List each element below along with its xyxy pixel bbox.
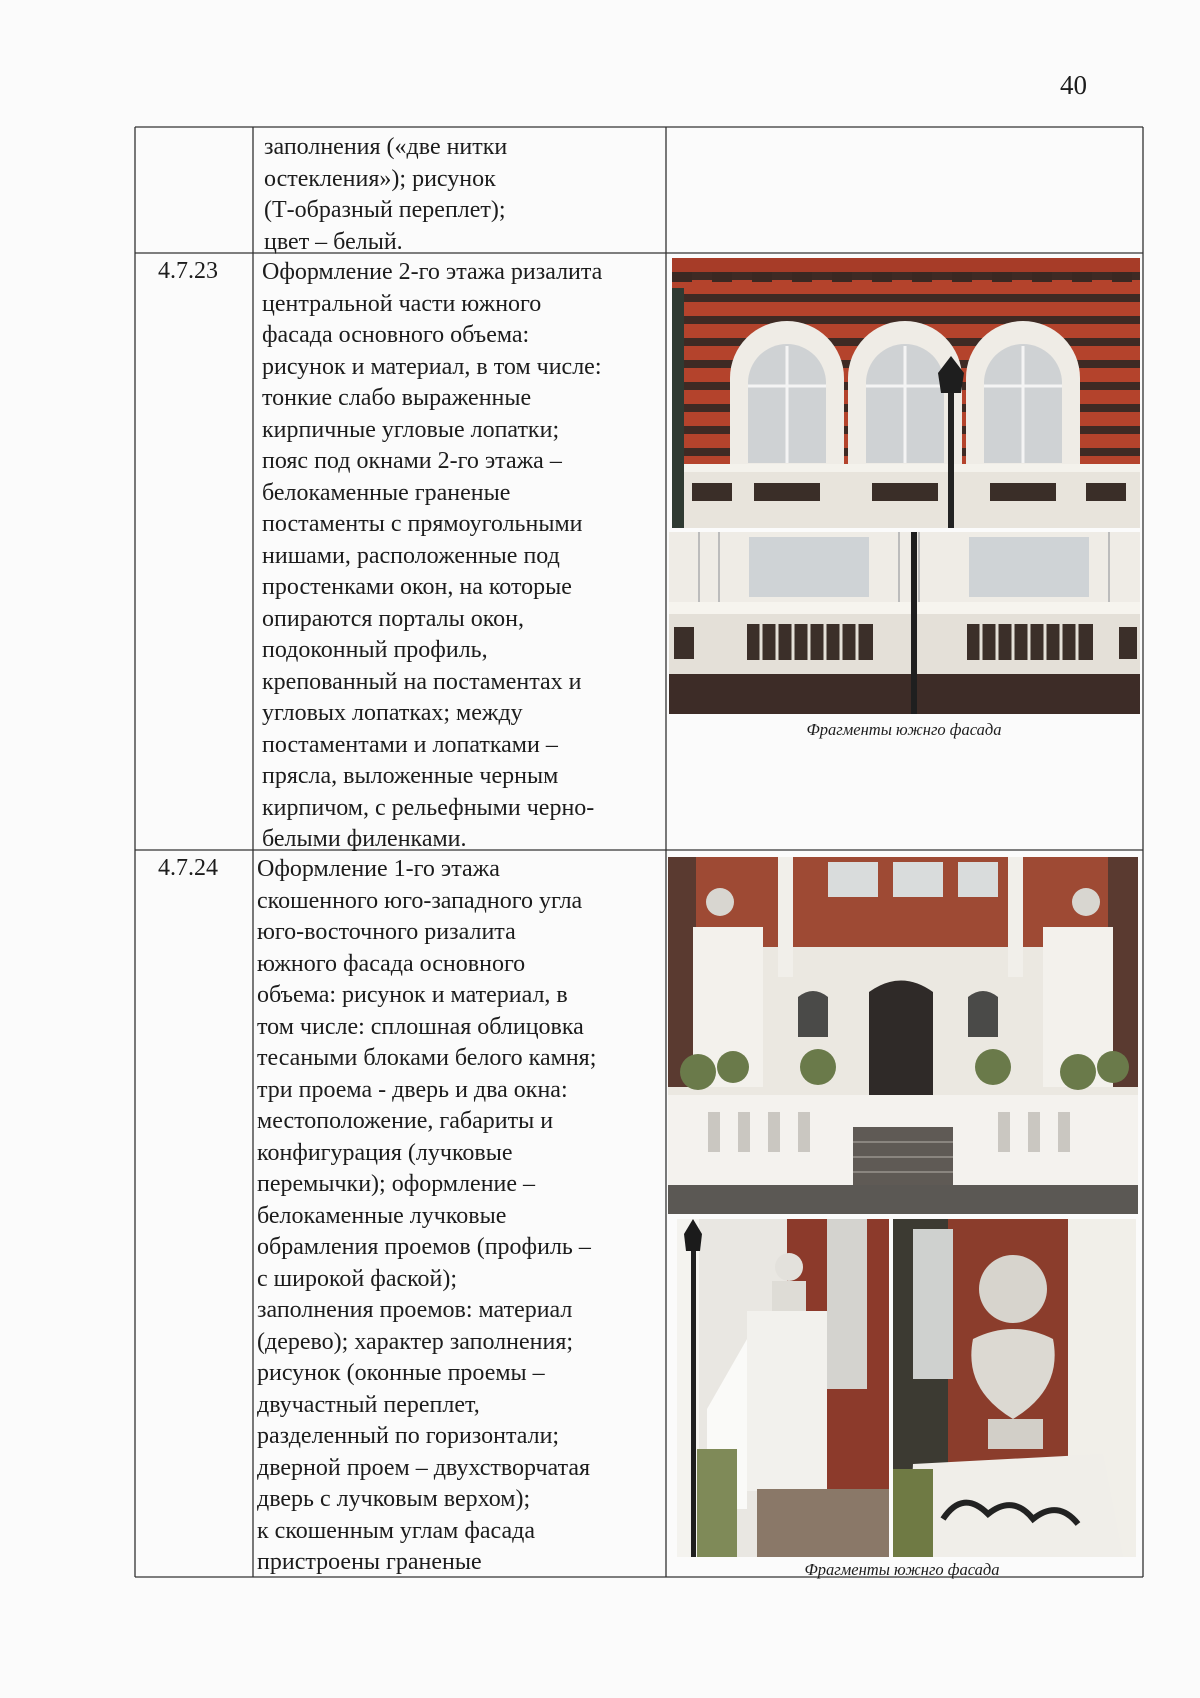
- text-line: постаменты с прямоугольными: [262, 511, 583, 537]
- text-line: фасада основного объема:: [262, 322, 530, 348]
- text-line: постаментами и лопатками –: [262, 731, 558, 758]
- text-line: заполнения («две нитки: [264, 134, 508, 160]
- facade-photo-lower: [669, 532, 1140, 714]
- text-line: тонкие слабо выраженные: [262, 385, 532, 411]
- text-line: прясла, выложенные черным: [262, 763, 559, 789]
- text-line: белокаменные лучковые: [257, 1202, 507, 1229]
- row-number: 4.7.24: [158, 855, 218, 881]
- text-line: том числе: сплошная облицовка: [257, 1013, 584, 1040]
- text-line: дверной проем – двухстворчатая: [257, 1454, 591, 1481]
- photo-caption: Фрагменты южнго фасада: [806, 720, 1002, 739]
- text-line: кирпичные угловые лопатки;: [262, 416, 560, 443]
- text-line: нишами, расположенные под: [262, 542, 560, 569]
- text-line: с широкой фаской);: [257, 1265, 458, 1292]
- row-number: 4.7.23: [158, 258, 218, 284]
- text-line: рисунок (оконные проемы –: [257, 1360, 545, 1386]
- text-line: пристроены граненые: [257, 1549, 482, 1575]
- text-line: двучастный переплет,: [257, 1391, 480, 1418]
- text-line: заполнения проемов: материал: [257, 1297, 573, 1323]
- text-line: белокаменные граненые: [262, 479, 511, 506]
- sculpture-photo: [893, 1219, 1136, 1557]
- text-line: белыми филенками.: [262, 826, 467, 852]
- text-line: цвет – белый.: [264, 228, 403, 255]
- text-line: объема: рисунок и материал, в: [257, 982, 568, 1008]
- text-line: угловых лопатках; между: [262, 700, 523, 726]
- text-line: (дерево); характер заполнения;: [257, 1328, 574, 1355]
- text-line: скошенного юго-западного угла: [257, 887, 583, 914]
- row-continuation-text: [264, 132, 507, 258]
- text-line: простенками окон, на которые: [262, 574, 572, 600]
- text-line: (Т-образный переплет);: [264, 197, 506, 223]
- text-line: конфигурация (лучковые: [257, 1139, 513, 1166]
- facade-photo-upper: [672, 258, 1140, 528]
- photo-caption: Фрагменты южнго фасада: [804, 1560, 1000, 1579]
- text-line: рисунок и материал, в том числе:: [262, 353, 602, 380]
- text-line: дверь с лучковым верхом);: [257, 1486, 531, 1512]
- text-line: перемычки); оформление –: [257, 1171, 536, 1197]
- row-4-7-24-text: [257, 854, 596, 1579]
- text-line: разделенный по горизонтали;: [257, 1423, 560, 1449]
- text-line: пояс под окнами 2-го этажа –: [262, 448, 562, 474]
- text-line: остекления»); рисунок: [264, 165, 496, 192]
- page-number: 40: [1060, 70, 1087, 100]
- row-4-7-23-text: [262, 257, 602, 856]
- text-line: обрамления проемов (профиль –: [257, 1234, 591, 1260]
- text-line: кирпичом, с рельефными черно-: [262, 794, 595, 821]
- text-line: подоконный профиль,: [262, 637, 488, 663]
- corner-entrance-photo: [668, 857, 1138, 1214]
- text-line: тесаными блоками белого камня;: [257, 1045, 597, 1071]
- text-line: южного фасада основного: [257, 950, 526, 977]
- text-line: Оформление 2-го этажа ризалита: [262, 259, 603, 285]
- text-line: к скошенным углам фасада: [257, 1517, 535, 1544]
- text-line: опираются порталы окон,: [262, 605, 524, 632]
- text-line: крепованный на постаментах и: [262, 668, 582, 695]
- text-line: Оформление 1-го этажа: [257, 856, 500, 882]
- text-line: юго-восточного ризалита: [257, 919, 516, 945]
- text-line: местоположение, габариты и: [257, 1108, 554, 1134]
- lamp-post-photo: [677, 1219, 889, 1557]
- text-line: три проема - дверь и два окна:: [257, 1076, 568, 1103]
- text-line: центральной части южного: [262, 290, 542, 317]
